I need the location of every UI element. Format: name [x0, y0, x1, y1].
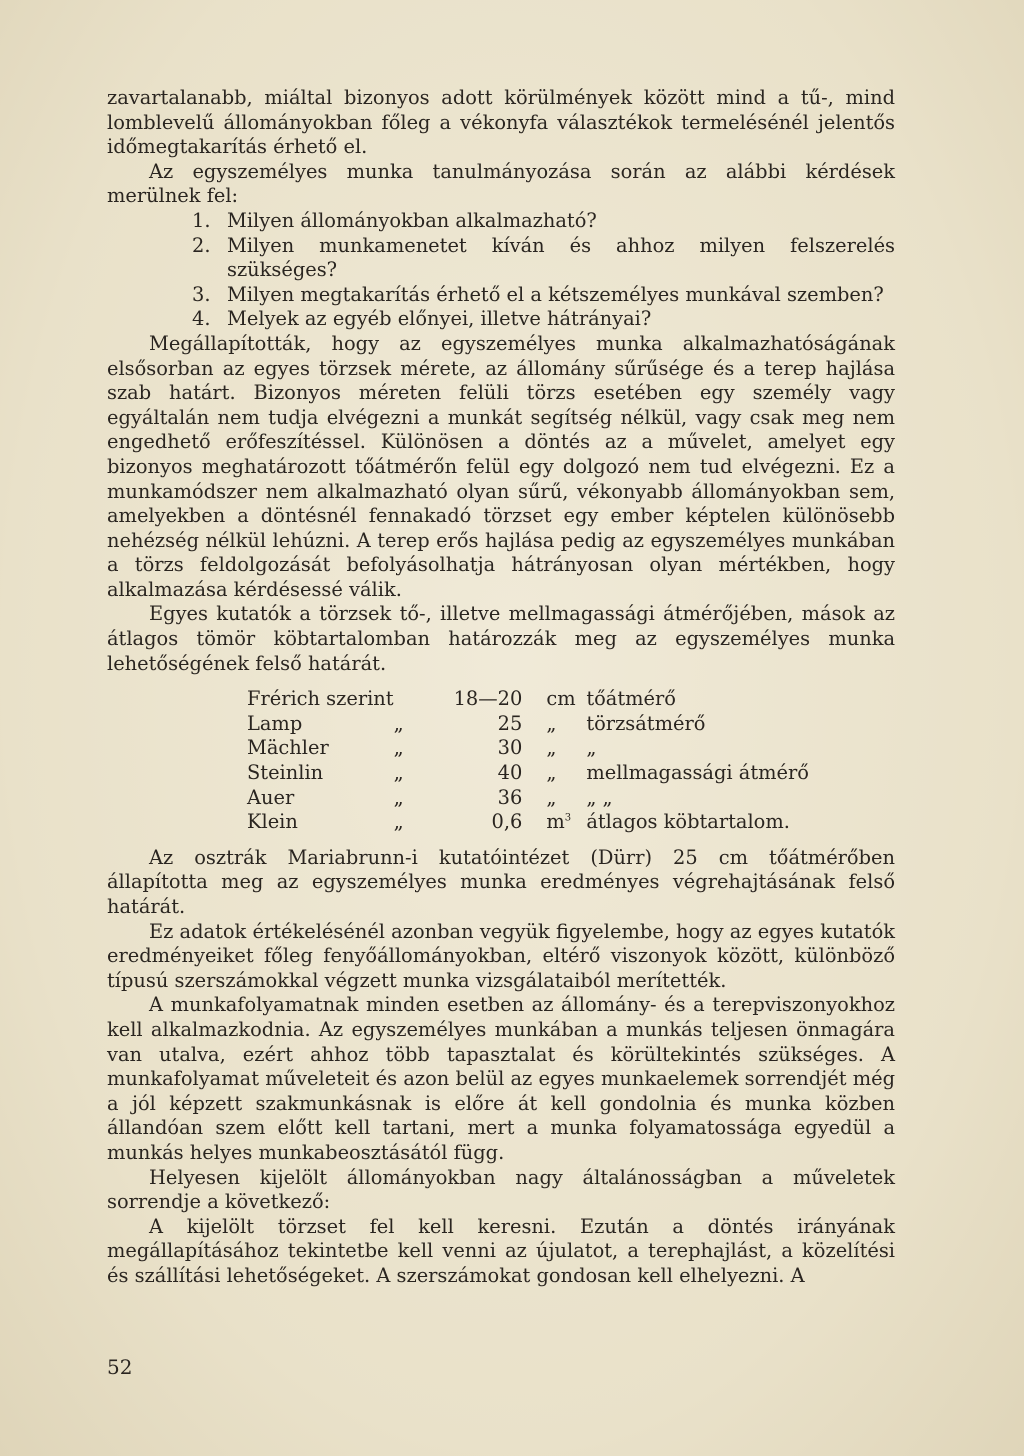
question-text: Melyek az egyéb előnyei, illetve hátrányai? — [227, 307, 652, 331]
findings-paragraph: Megállapították, hogy az egyszemélyes munka alkalmazhatóságának elsősorban az egyes törzsek mérete, az állomány sűrűsége és a terep hajlása szab határt. Bizonyos méreten felüli törzs esetében egy személy vagy egyáltalán nem tudja elvégezni a munkát segítség nélkül, vagy csak meg nem engedhető erőfeszítéssel. Különösen a döntés az a művelet, amelyet egy bizonyos meghatározott tőátmérőn felül egy dolgozó nem tud elvégezni. Ez a munkamódszer nem alkalmazható olyan sűrű, vékonyabb állományokban sem, amelyekben a döntésnél fennakadó törzset egy ember képtelen különösebb nehézség nélkül lehúzni. A terep erős hajlása pedig az egyszemélyes munkában a törzs feldolgozását befolyásolhatja hátrányosan olyan mértékben, hogy alkalmazása kérdésessé válik. — [107, 331, 895, 601]
ditto-mark-text: „ — [393, 711, 404, 735]
ditto-mark-text: „ — [393, 810, 404, 834]
author-row — [247, 687, 809, 712]
ditto-mark-text: „ — [393, 761, 404, 785]
ditto-mark — [394, 736, 454, 761]
ditto-mark — [394, 687, 454, 712]
author-name — [247, 712, 394, 737]
measure-value — [454, 687, 547, 712]
measure-description — [586, 786, 809, 811]
measure-value-text: 40 — [497, 761, 523, 785]
measure-unit — [546, 736, 586, 761]
measure-value — [454, 810, 547, 835]
author-row — [247, 786, 809, 811]
austrian-paragraph: Az osztrák Mariabrunn-i kutatóintézet (Dürr) 25 cm tőátmérőben állapította meg az egyszemélyes munka eredményes végrehajtásának felső határát. — [107, 845, 895, 918]
measure-value — [454, 712, 547, 737]
measure-description — [586, 761, 809, 786]
ditto-mark-text: „ — [393, 736, 404, 760]
author-diameter-table — [247, 687, 809, 835]
question-item — [192, 283, 895, 308]
measure-unit-text: m — [546, 810, 565, 834]
measure-unit — [546, 761, 586, 786]
measure-value-text: 36 — [497, 785, 523, 809]
question-number: 2. — [192, 233, 211, 257]
question-text: Milyen állományokban alkalmazható? — [227, 208, 597, 232]
measure-description-text: átlagos köbtartalom. — [586, 810, 790, 834]
measure-unit — [546, 810, 586, 835]
ditto-mark-text: „ — [393, 785, 404, 809]
measure-value — [454, 761, 547, 786]
question-number: 4. — [192, 307, 211, 331]
measure-unit-text: „ — [546, 736, 557, 760]
intro-paragraph: zavartalanabb, miáltal bizonyos adott körülmények között mind a tű-, mind lomblevelű állományokban főleg a vékonyfa választékok termelésénél jelentős időmegtakarítás érhető el. — [107, 86, 895, 159]
measure-value — [454, 736, 547, 761]
measure-unit-text: cm — [546, 687, 576, 711]
question-list — [107, 209, 895, 332]
researchers-paragraph: Egyes kutatók a törzsek tő-, illetve mellmagassági átmérőjében, mások az átlagos tömör köbtartalomban határozzák meg az egyszemélyes munka lehetőségének felső határát. — [107, 602, 895, 675]
measure-unit-text: „ — [546, 785, 557, 809]
page-number: 52 — [107, 1355, 133, 1379]
measure-description-text: „ „ — [586, 785, 613, 809]
measure-unit-text: „ — [546, 711, 557, 735]
measure-description-text: „ — [586, 736, 597, 760]
measure-description-text: tőátmérő — [586, 687, 676, 711]
measure-unit-text: „ — [546, 761, 557, 785]
author-name-text: Klein — [247, 810, 298, 834]
workflow-paragraph: A munkafolyamatnak minden esetben az állomány- és a terepviszonyokhoz kell alkalmazkodnia. Az egyszemélyes munkában a munkás teljesen önmagára van utalva, ezért ahhoz több tapasztalat és körültekintés szükséges. A munkafolyamat műveleteit és azon belül az egyes munkaelemek sorrendjét még a jól képzett szakmunkásnak is előre át kell gondolnia és munka közben állandóan szem előtt kell tartani, mert a munka folyamatossága egyedül a munkás helyes munkabeosztásától függ. — [107, 993, 895, 1164]
questions-intro: Az egyszemélyes munka tanulmányozása során az alábbi kérdések merülnek fel: — [107, 159, 895, 208]
author-name-text: Frérich szerint — [247, 687, 394, 711]
ditto-mark — [394, 712, 454, 737]
author-name-text: Auer — [247, 785, 295, 809]
question-item — [192, 209, 895, 234]
author-row — [247, 810, 809, 835]
author-name — [247, 810, 394, 835]
author-row — [247, 712, 809, 737]
ditto-mark — [394, 810, 454, 835]
author-name — [247, 687, 394, 712]
measure-value-text: 18—20 — [453, 687, 523, 711]
measure-description-text: mellmagassági átmérő — [586, 761, 809, 785]
question-text: Milyen munkamenetet kíván és ahhoz milyen felszerelés szükséges? — [227, 233, 895, 282]
measure-description — [586, 810, 809, 835]
measure-unit — [546, 712, 586, 737]
author-row — [247, 761, 809, 786]
measure-description — [586, 736, 809, 761]
measure-value — [454, 786, 547, 811]
author-name-text: Mächler — [247, 736, 329, 760]
question-number: 1. — [192, 208, 211, 232]
author-name — [247, 736, 394, 761]
final-paragraph: A kijelölt törzset fel kell keresni. Ezután a döntés irányának megállapításához tekintetbe kell venni az újulatot, a terephajlást, a közelítési és szállítási lehetőségeket. A szerszámokat gondosan kell elhelyezni. A — [107, 1214, 895, 1287]
measure-unit — [546, 786, 586, 811]
author-name-text: Steinlin — [247, 761, 324, 785]
question-item — [192, 307, 895, 332]
author-name-text: Lamp — [247, 711, 303, 735]
author-name — [247, 786, 394, 811]
measure-description-text: törzsátmérő — [586, 711, 706, 735]
author-row — [247, 736, 809, 761]
body-text — [107, 86, 895, 1289]
author-name — [247, 761, 394, 786]
unit-superscript: 3 — [564, 812, 572, 824]
measure-value-text: 0,6 — [491, 810, 523, 834]
measure-unit — [546, 687, 586, 712]
question-number: 3. — [192, 282, 211, 306]
ditto-mark — [394, 786, 454, 811]
measure-value-text: 30 — [497, 736, 523, 760]
measure-description — [586, 687, 809, 712]
measure-value-text: 25 — [497, 711, 523, 735]
ditto-mark — [394, 761, 454, 786]
question-item — [192, 234, 895, 283]
order-paragraph: Helyesen kijelölt állományokban nagy általánosságban a műveletek sorrendje a következő: — [107, 1165, 895, 1214]
question-text: Milyen megtakarítás érhető el a kétszemélyes munkával szemben? — [227, 282, 884, 306]
evaluation-paragraph: Ez adatok értékelésénél azonban vegyük figyelembe, hogy az egyes kutatók eredményeiket főleg fenyőállományokban, eltérő viszonyok között, különböző típusú szerszámokkal végzett munka vizsgálataiból merítették. — [107, 919, 895, 992]
measure-description — [586, 712, 809, 737]
